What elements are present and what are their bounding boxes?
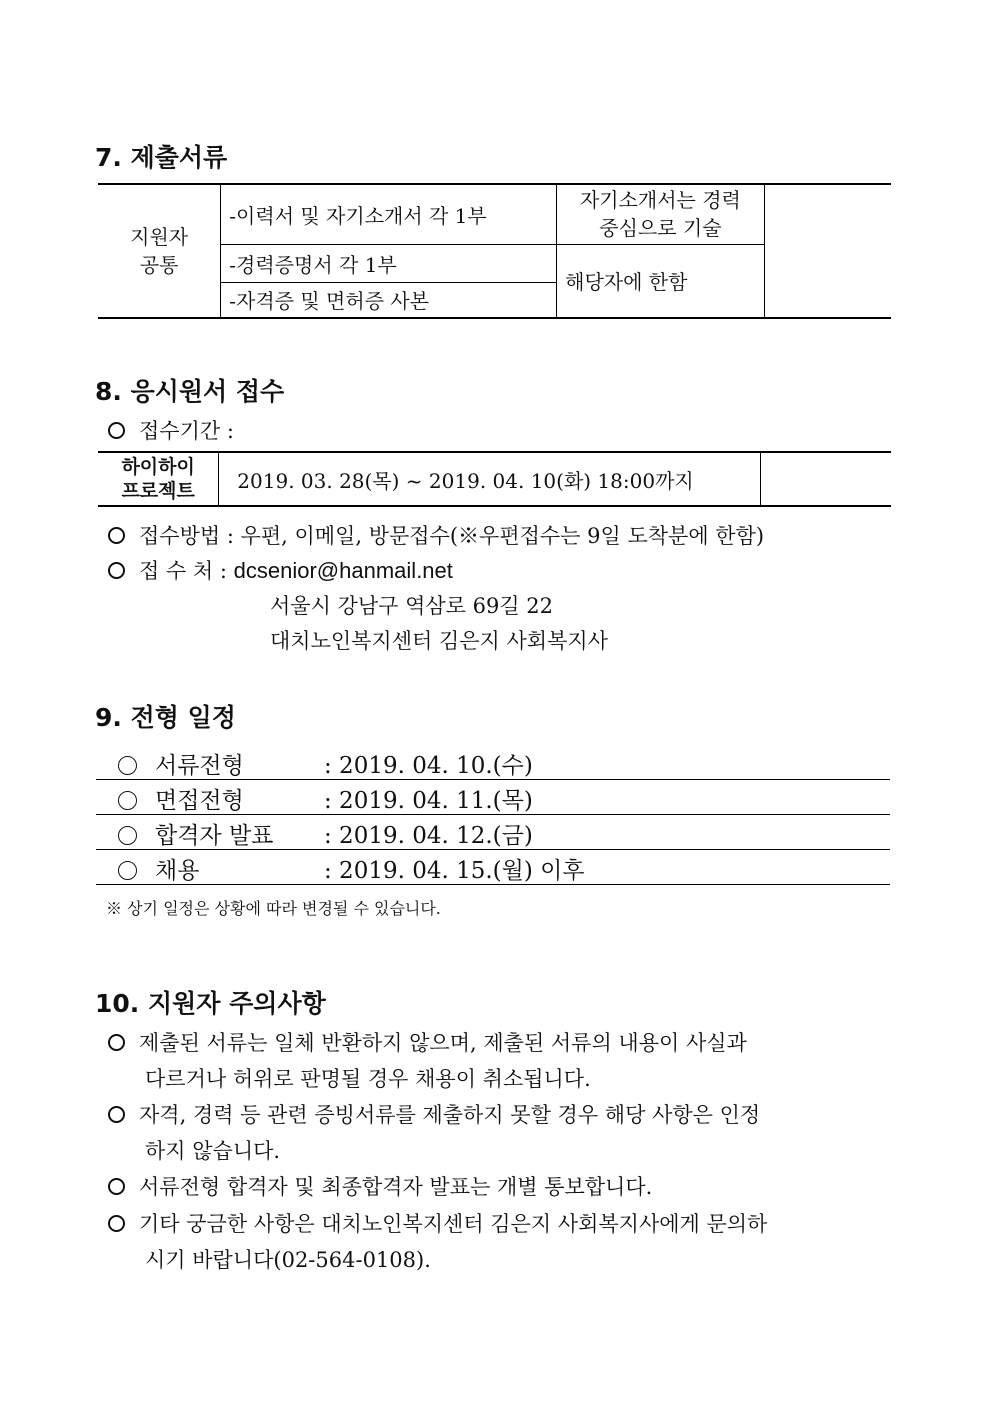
circle-bullet-icon bbox=[108, 422, 125, 439]
doc-item-3: -자격증 및 면허증 사본 bbox=[221, 282, 557, 318]
circle-bullet-icon bbox=[108, 1106, 125, 1123]
schedule-row bbox=[96, 745, 890, 780]
section-10-title: 10. 지원자 주의사항 bbox=[95, 989, 326, 1018]
schedule-date: : 2019. 04. 10.(수) bbox=[324, 753, 533, 779]
notice-text: 제출된 서류는 일체 반환하지 않으며, 제출된 서류의 내용이 사실과 bbox=[139, 1031, 747, 1055]
contact-text: 대치노인복지센터 김은지 사회복지사 bbox=[270, 629, 608, 653]
method-line bbox=[108, 520, 764, 550]
empty-cell bbox=[764, 184, 891, 318]
circle-bullet-icon bbox=[118, 756, 137, 775]
place-line bbox=[108, 555, 453, 585]
program-name: 하이하이 프로젝트 bbox=[98, 452, 219, 506]
schedule-date: : 2019. 04. 15.(월) 이후 bbox=[324, 858, 585, 884]
doc-note-2: 해당자에 한함 bbox=[557, 244, 765, 318]
documents-table bbox=[98, 183, 891, 319]
schedule-label: 합격자 발표 bbox=[155, 823, 274, 849]
method-text: 접수방법 : 우편, 이메일, 방문접수(※우편접수는 9일 도착분에 한함) bbox=[139, 524, 765, 548]
notice-text: 자격, 경력 등 관련 증빙서류를 제출하지 못할 경우 해당 사항은 인정 bbox=[139, 1103, 761, 1127]
circle-bullet-icon bbox=[108, 527, 125, 544]
notice-text: 기타 궁금한 사항은 대치노인복지센터 김은지 사회복지사에게 문의하 bbox=[139, 1212, 768, 1236]
circle-bullet-icon bbox=[108, 562, 125, 579]
doc-item-2: -경력증명서 각 1부 bbox=[221, 244, 557, 282]
email-link[interactable]: dcsenior@hanmail.net bbox=[233, 558, 453, 583]
schedule-label: 면접전형 bbox=[155, 788, 244, 814]
notice-text-cont: 다르거나 허위로 판명될 경우 채용이 취소됩니다. bbox=[145, 1067, 591, 1091]
period-label: 접수기간 : bbox=[139, 419, 234, 443]
period-value: 2019. 03. 28(목) ~ 2019. 04. 10(화) 18:00까지 bbox=[219, 452, 760, 506]
notice-item-4 bbox=[108, 1208, 767, 1238]
notice-item-2 bbox=[108, 1099, 760, 1129]
circle-bullet-icon bbox=[108, 1034, 125, 1051]
notice-item-1 bbox=[108, 1027, 747, 1057]
schedule-row bbox=[96, 850, 890, 885]
notice-text-cont: 시기 바랍니다(02-564-0108). bbox=[145, 1248, 431, 1272]
address-text: 서울시 강남구 역삼로 69길 22 bbox=[270, 594, 554, 618]
group-label-cell: 지원자 공통 bbox=[98, 184, 221, 318]
schedule-label: 서류전형 bbox=[155, 753, 244, 779]
circle-bullet-icon bbox=[108, 1215, 125, 1232]
schedule-label: 채용 bbox=[155, 858, 200, 884]
schedule-row bbox=[96, 815, 890, 850]
notice-text-cont: 하지 않습니다. bbox=[145, 1139, 281, 1163]
section-7-title: 7. 제출서류 bbox=[95, 143, 228, 172]
schedule-date: : 2019. 04. 12.(금) bbox=[324, 823, 533, 849]
schedule-row bbox=[96, 780, 890, 815]
notice-item-3 bbox=[108, 1171, 652, 1201]
circle-bullet-icon bbox=[118, 791, 137, 810]
circle-bullet-icon bbox=[108, 1178, 125, 1195]
circle-bullet-icon bbox=[118, 826, 137, 845]
period-label-line bbox=[108, 415, 234, 445]
schedule-list bbox=[96, 745, 890, 885]
schedule-date: : 2019. 04. 11.(목) bbox=[324, 788, 533, 814]
section-9-title: 9. 전형 일정 bbox=[95, 703, 236, 732]
notice-text: 서류전형 합격자 및 최종합격자 발표는 개별 통보합니다. bbox=[139, 1175, 653, 1199]
empty-cell bbox=[760, 452, 891, 506]
doc-item-1: -이력서 및 자기소개서 각 1부 bbox=[221, 184, 557, 244]
doc-note-1: 자기소개서는 경력 중심으로 기술 bbox=[557, 184, 765, 244]
place-label: 접 수 처 : bbox=[139, 559, 227, 583]
period-table bbox=[98, 451, 891, 507]
schedule-note: ※ 상기 일정은 상황에 따라 변경될 수 있습니다. bbox=[106, 899, 441, 918]
circle-bullet-icon bbox=[118, 861, 137, 880]
section-8-title: 8. 응시원서 접수 bbox=[95, 377, 285, 406]
